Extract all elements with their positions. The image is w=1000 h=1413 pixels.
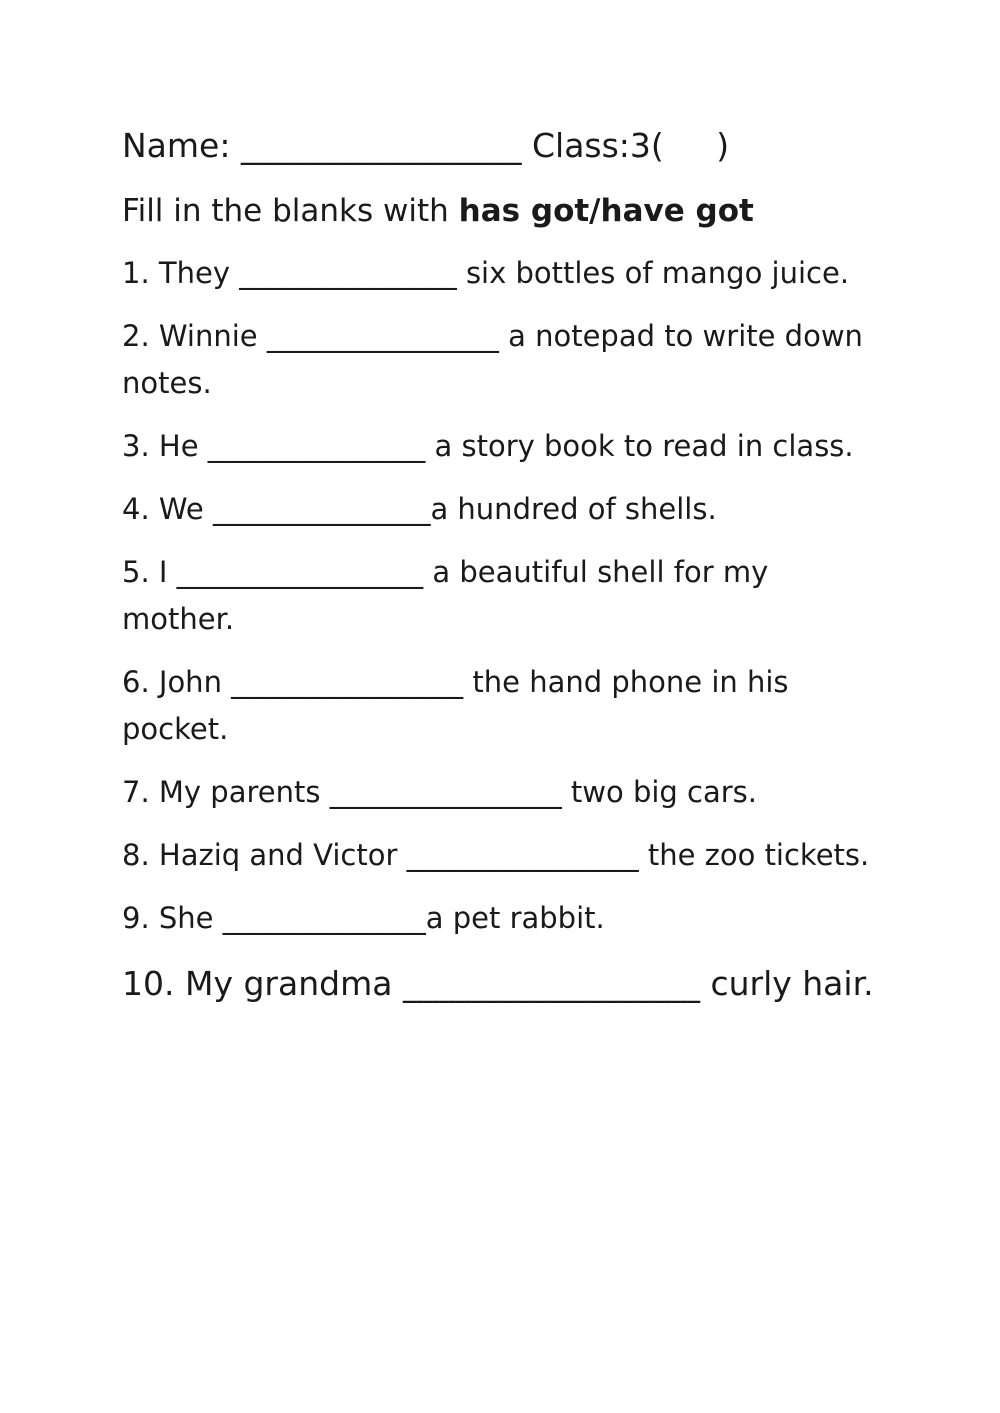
question-rest: the zoo tickets. <box>647 838 870 872</box>
instruction <box>122 188 882 234</box>
question-item <box>122 486 882 533</box>
question-rest: a hundred of shells. <box>430 492 717 526</box>
worksheet <box>122 122 882 1026</box>
question-subject: My grandma <box>184 964 393 1003</box>
question-subject: Haziq and Victor <box>158 838 398 872</box>
question-item <box>122 895 882 942</box>
answer-blank: _______________ <box>239 256 457 290</box>
question-number: 2. <box>122 319 150 353</box>
question-number: 4. <box>122 492 150 526</box>
answer-blank: ________________ <box>231 665 464 699</box>
question-subject: John <box>158 665 222 699</box>
question-rest: two big cars. <box>570 775 758 809</box>
question-subject: He <box>158 429 199 463</box>
instruction-prefix: Fill in the blanks with <box>122 193 459 229</box>
question-number: 9. <box>122 901 150 935</box>
question-rest: a notepad to write down notes. <box>122 319 863 400</box>
question-item <box>122 250 882 297</box>
question-item <box>122 832 882 879</box>
question-item <box>122 659 882 753</box>
question-rest: the hand phone in his pocket. <box>122 665 789 746</box>
question-rest: a pet rabbit. <box>425 901 605 935</box>
question-number: 7. <box>122 775 150 809</box>
answer-blank: ________________ <box>329 775 562 809</box>
question-item <box>122 769 882 816</box>
answer-blank: ______________ <box>222 901 426 935</box>
question-item <box>122 423 882 470</box>
answer-blank: __________________ <box>402 964 700 1003</box>
question-subject: We <box>158 492 204 526</box>
name-class-line <box>122 122 882 170</box>
answer-blank: _________________ <box>176 555 424 589</box>
answer-blank: ________________ <box>266 319 499 353</box>
question-number: 10. <box>122 964 175 1003</box>
answer-blank: _______________ <box>207 429 426 463</box>
name-blank: _________________ <box>240 126 522 165</box>
question-number: 5. <box>122 555 150 589</box>
question-item <box>122 549 882 643</box>
question-number: 6. <box>122 665 150 699</box>
question-rest: a story book to read in class. <box>434 429 854 463</box>
question-item <box>122 313 882 407</box>
answer-blank: ________________ <box>406 838 639 872</box>
class-label: Class:3( <box>531 126 664 165</box>
name-label: Name: <box>122 126 231 165</box>
question-subject: She <box>158 901 214 935</box>
question-number: 3. <box>122 429 150 463</box>
question-item <box>122 958 882 1010</box>
question-subject: I <box>158 555 168 589</box>
instruction-bold: has got/have got <box>458 193 754 229</box>
question-subject: My parents <box>158 775 321 809</box>
question-number: 1. <box>122 256 150 290</box>
question-list <box>122 250 882 1010</box>
question-number: 8. <box>122 838 150 872</box>
question-rest: a beautiful shell for my mother. <box>122 555 769 636</box>
question-subject: Winnie <box>158 319 258 353</box>
answer-blank: _______________ <box>212 492 431 526</box>
question-rest: curly hair. <box>710 964 874 1003</box>
question-rest: six bottles of mango juice. <box>465 256 850 290</box>
class-close: ) <box>716 126 730 165</box>
question-subject: They <box>158 256 230 290</box>
